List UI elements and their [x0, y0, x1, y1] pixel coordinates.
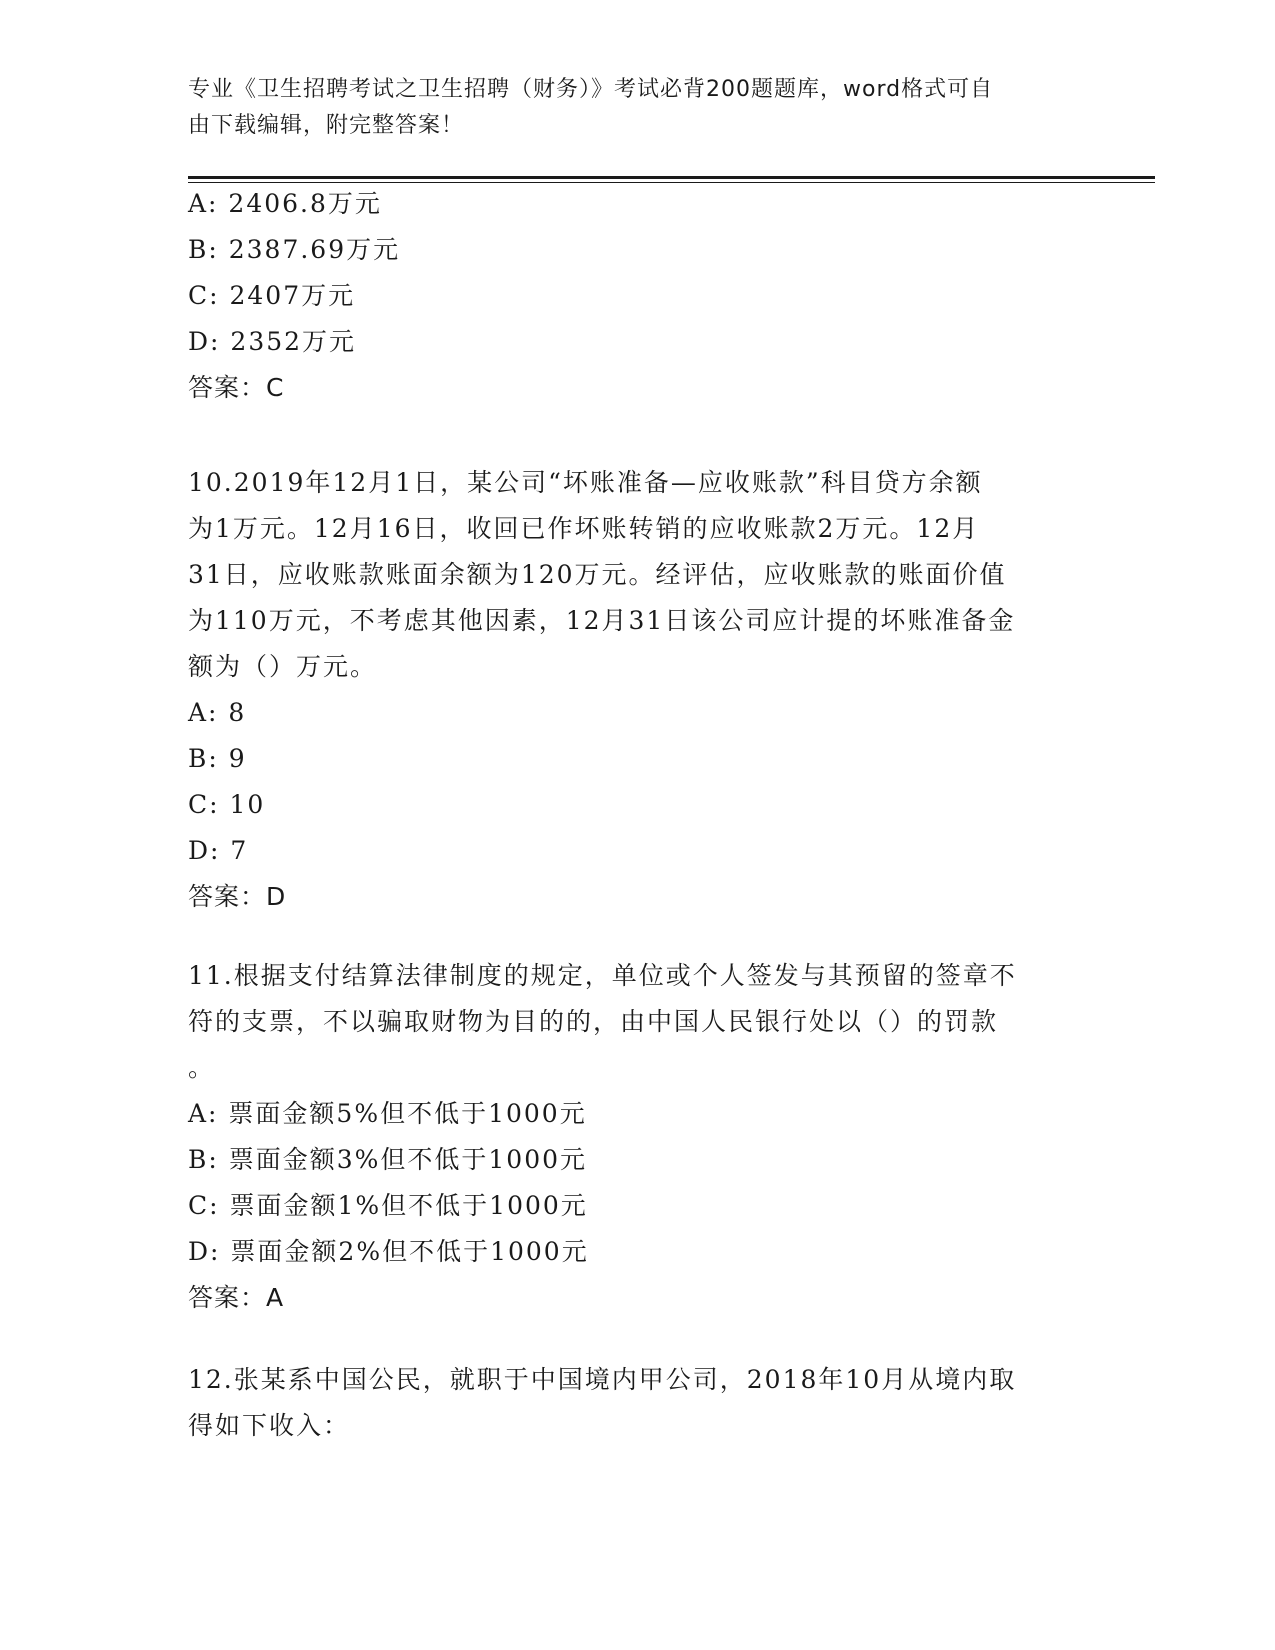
q10-text-line-4: 为110万元，不考虑其他因素，12月31日该公司应计提的坏账准备金 — [188, 606, 1016, 635]
q11-option-b: B: 票面金额3%但不低于1000元 — [188, 1145, 588, 1174]
q10-text-line-5: 额为（）万元。 — [188, 652, 378, 681]
q10-option-a: A: 8 — [188, 698, 247, 727]
q11-option-c: C: 票面金额1%但不低于1000元 — [188, 1191, 588, 1220]
q11-text-line-3: 。 — [188, 1053, 216, 1082]
q9-option-c: C: 2407万元 — [188, 281, 356, 310]
q9-answer: 答案：C — [188, 373, 285, 402]
q10-text-line-3: 31日，应收账款账面余额为120万元。经评估，应收账款的账面价值 — [188, 560, 1007, 589]
question-9-block — [188, 181, 1088, 411]
q11-option-d: D: 票面金额2%但不低于1000元 — [188, 1237, 589, 1266]
q9-option-b: B: 2387.69万元 — [188, 235, 401, 264]
q10-answer: 答案：D — [188, 882, 287, 911]
q10-option-b: B: 9 — [188, 744, 247, 773]
q11-answer: 答案：A — [188, 1283, 285, 1312]
header-title-line-1: 专业《卫生招聘考试之卫生招聘（财务）》考试必背200题题库，word格式可自 — [188, 77, 994, 102]
document-header — [188, 72, 1068, 144]
q11-option-a: A: 票面金额5%但不低于1000元 — [188, 1099, 587, 1128]
q9-option-d: D: 2352万元 — [188, 327, 357, 356]
question-12-block — [188, 1357, 1088, 1449]
q10-option-d: D: 7 — [188, 836, 249, 865]
q9-option-a: A: 2406.8万元 — [188, 189, 382, 218]
header-title-line-2: 由下载编辑，附完整答案！ — [188, 113, 465, 138]
q12-text-line-1: 12.张某系中国公民，就职于中国境内甲公司，2018年10月从境内取 — [188, 1365, 1017, 1394]
q10-option-c: C: 10 — [188, 790, 266, 819]
q11-text-line-1: 11.根据支付结算法律制度的规定，单位或个人签发与其预留的签章不 — [188, 961, 1017, 990]
header-divider-thick — [188, 176, 1155, 179]
question-10-block — [188, 460, 1088, 920]
q12-text-line-2: 得如下收入： — [188, 1411, 351, 1440]
q11-text-line-2: 符的支票，不以骗取财物为目的的，由中国人民银行处以（）的罚款 — [188, 1007, 999, 1036]
question-11-block — [188, 953, 1088, 1321]
q10-text-line-2: 为1万元。12月16日，收回已作坏账转销的应收账款2万元。12月 — [188, 514, 980, 543]
q10-text-line-1: 10.2019年12月1日，某公司“坏账准备—应收账款”科目贷方余额 — [188, 468, 983, 497]
